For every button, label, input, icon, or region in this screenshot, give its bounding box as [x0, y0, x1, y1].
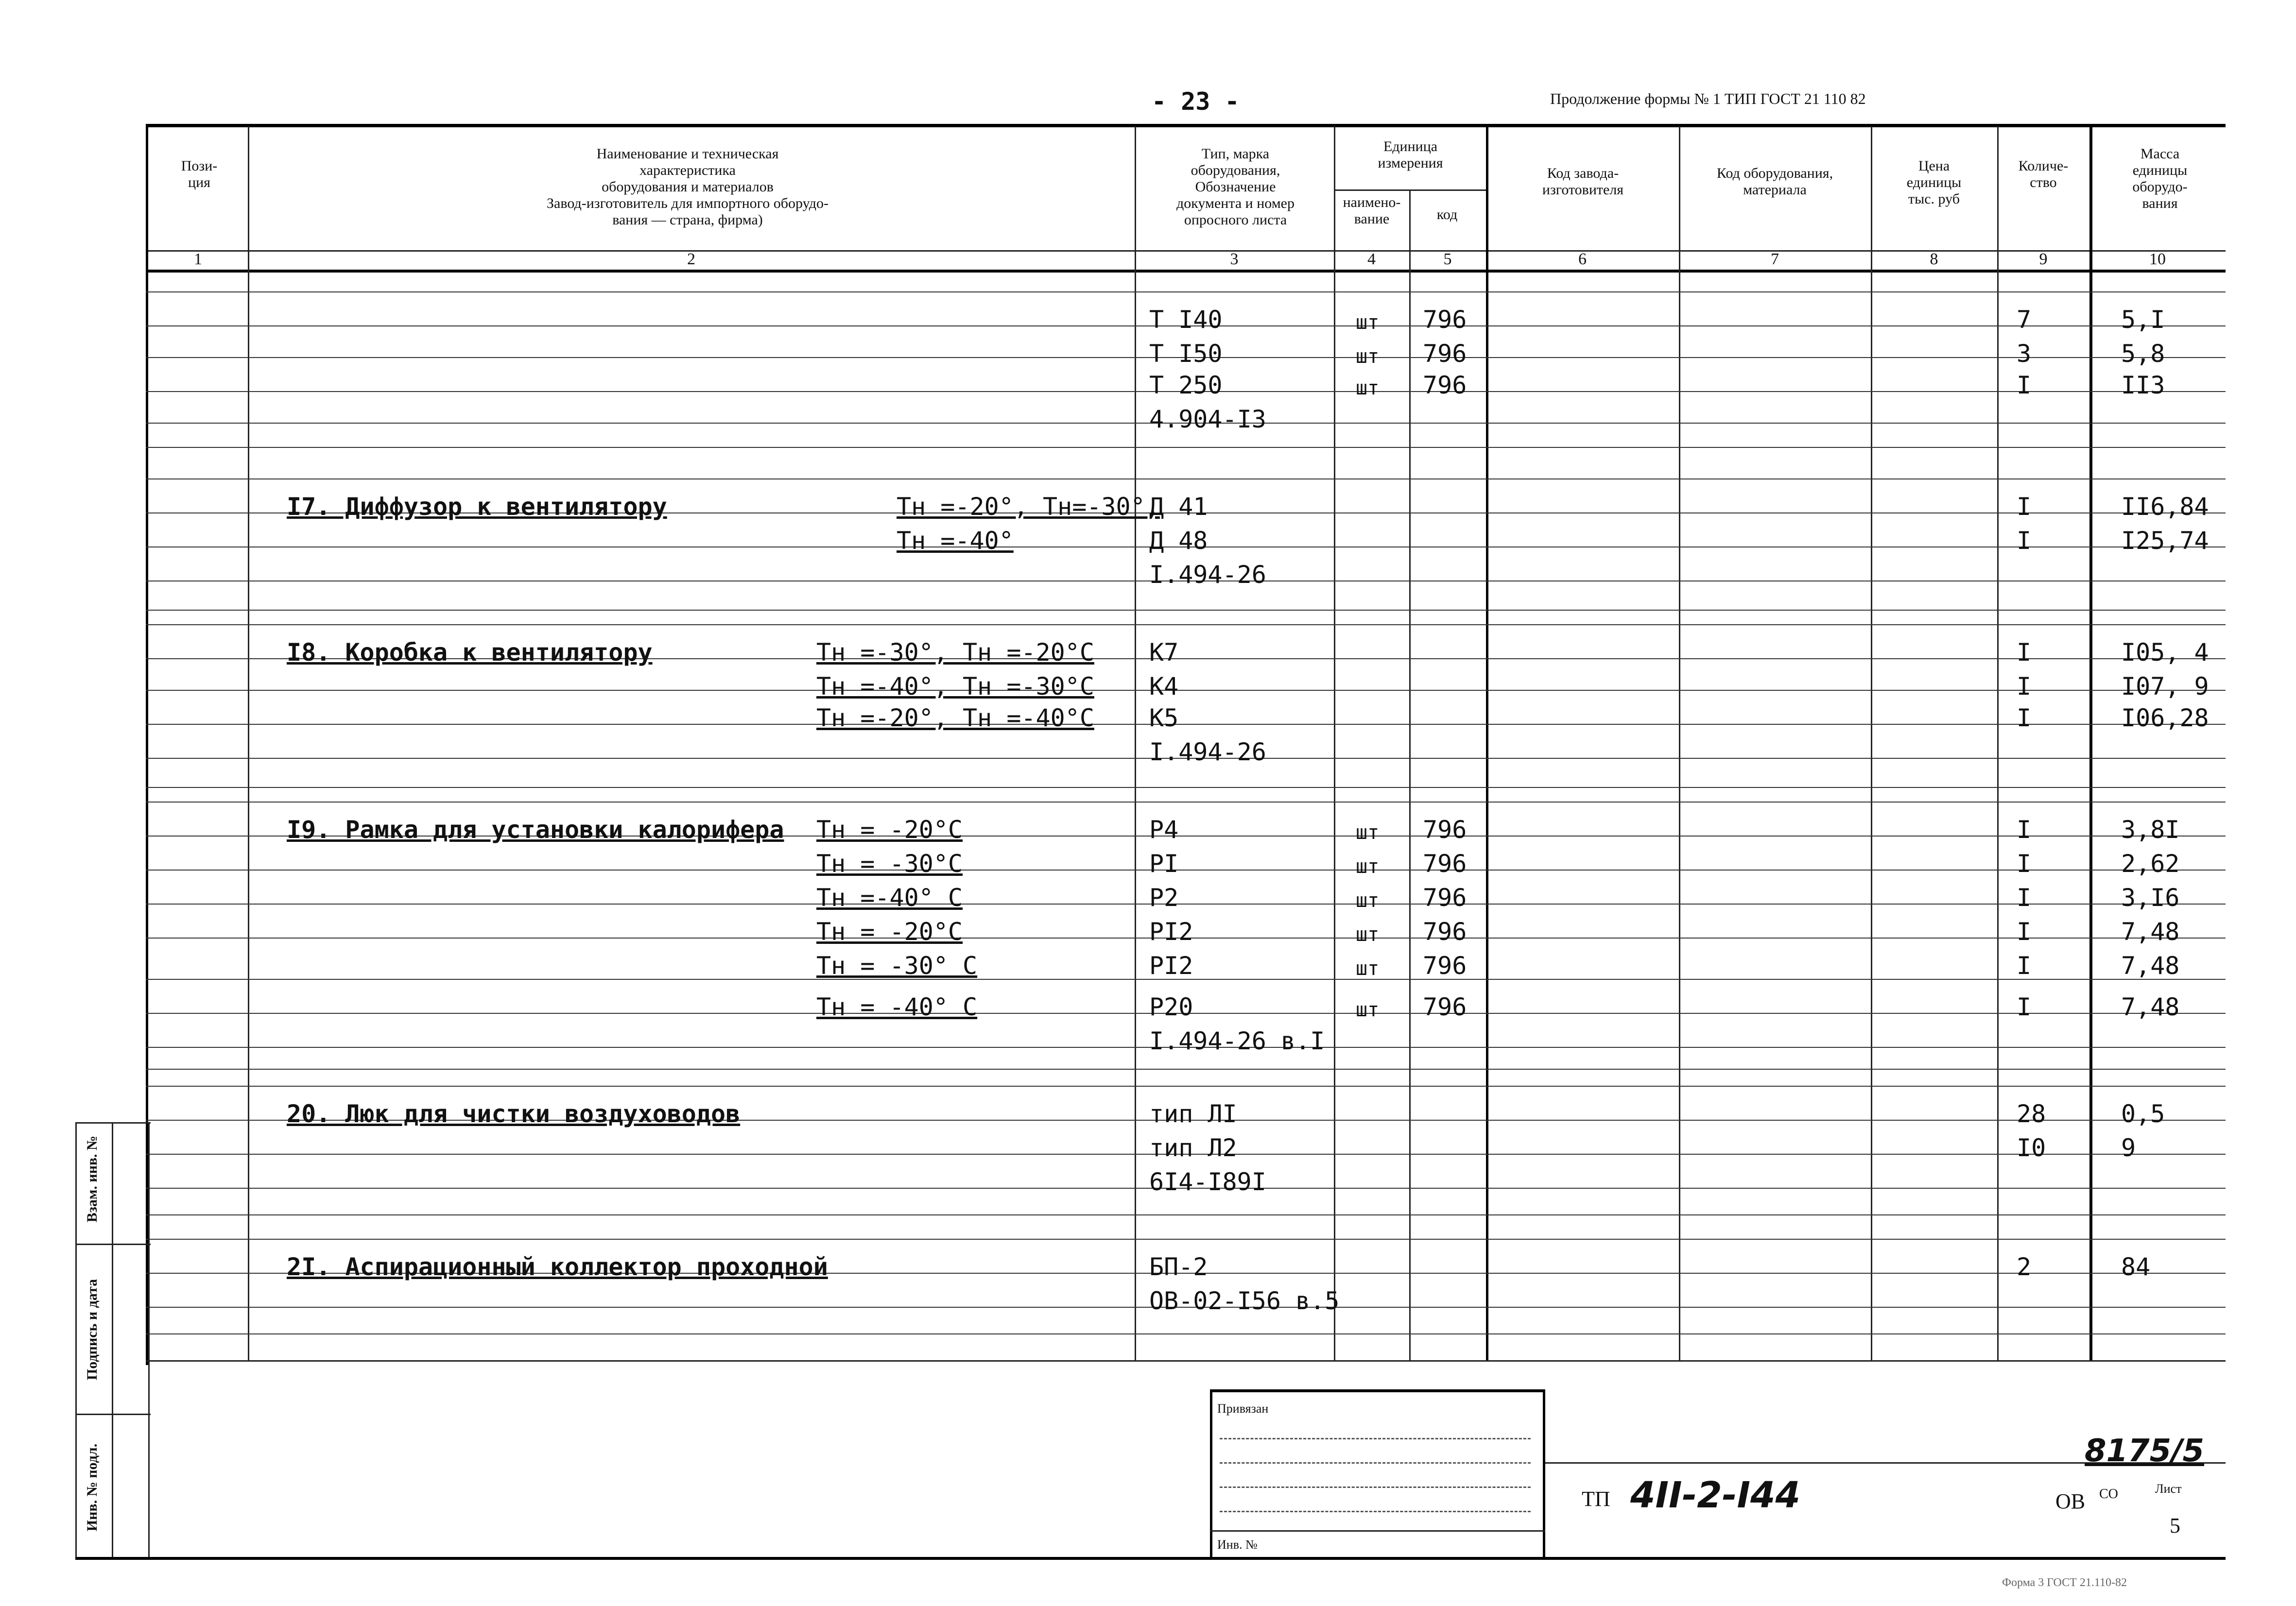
quantity: I: [2017, 493, 2032, 521]
item-type: 4.904-I3: [1149, 405, 1266, 433]
table-row: [146, 406, 2226, 435]
stamp-inv-podl: Инв. № подл.: [84, 1443, 100, 1532]
item-conditions: Тн =-40°: [897, 527, 1014, 555]
item-name: I8. Коробка к вентилятору: [287, 638, 653, 666]
unit-code: 796: [1423, 306, 1467, 334]
unit-name: шт: [1356, 957, 1380, 980]
col-num-8: 8: [1930, 250, 1938, 268]
item-type: Р20: [1149, 993, 1193, 1021]
unit-name: шт: [1356, 999, 1380, 1021]
item-name: 20. Люк для чистки воздуховодов: [287, 1100, 741, 1128]
row-separator: [146, 1239, 2226, 1240]
item-name: I9. Рамка для установки калорифера: [287, 816, 784, 844]
item-type: Р4: [1149, 816, 1179, 844]
unit-mass: I06,28: [2121, 704, 2209, 732]
table-row: [146, 850, 2226, 879]
col-title-1: Пози- ция: [181, 158, 218, 190]
table-row: [146, 306, 2226, 335]
table-row: [146, 1100, 2226, 1129]
item-conditions: Тн = -20°С: [816, 918, 963, 946]
unit-name: шт: [1356, 821, 1380, 844]
quantity: I: [2017, 952, 2032, 980]
quantity: I: [2017, 918, 2032, 946]
side-stamp: [75, 1122, 151, 1559]
table-row: [146, 1287, 2226, 1316]
unit-code: 796: [1423, 816, 1467, 844]
row-separator: [146, 1214, 2226, 1215]
col-title-9: Количе- ство: [2018, 158, 2069, 190]
doc-number: 4II-2-I44: [1630, 1474, 1800, 1516]
form-caption: Продолжение формы № 1 ТИП ГОСТ 21 110 82: [1550, 90, 1866, 107]
row-separator: [146, 787, 2226, 788]
row-separator: [146, 610, 2226, 611]
unit-mass: 84: [2121, 1253, 2151, 1281]
unit-name: шт: [1356, 855, 1380, 878]
item-type: К4: [1149, 672, 1179, 700]
unit-mass: 5,I: [2121, 306, 2165, 334]
item-conditions: Тн = -20°С: [816, 816, 963, 844]
privyazan-inv: Инв. №: [1217, 1538, 1258, 1552]
table-row: [146, 561, 2226, 590]
item-name: I7. Диффузор к вентилятору: [287, 493, 667, 521]
table-row: [146, 918, 2226, 947]
col-num-9: 9: [2039, 250, 2048, 268]
item-type: Т I50: [1149, 340, 1223, 368]
quantity: I0: [2017, 1134, 2046, 1162]
col-title-2: Наименование и техническая характеристика оборудования и материалов Завод-изготовитель для импортного оборудо- вания — страна, фирма): [547, 146, 829, 228]
unit-name: шт: [1356, 923, 1380, 946]
unit-mass: 7,48: [2121, 952, 2180, 980]
col-num-4: 4: [1367, 250, 1376, 268]
item-conditions: Тн =-20°, Тн=-30°,: [897, 493, 1160, 521]
table-row: [146, 1134, 2226, 1163]
col-num-1: 1: [194, 250, 202, 268]
unit-mass: 7,48: [2121, 918, 2180, 946]
item-type: ОВ-02-I56 в.5: [1149, 1287, 1340, 1315]
table-row: [146, 340, 2226, 369]
quantity: I: [2017, 672, 2032, 700]
unit-code: 796: [1423, 340, 1467, 368]
header-bottom-border: [146, 270, 2226, 273]
row-separator: [146, 447, 2226, 448]
col-num-5: 5: [1443, 250, 1452, 268]
item-type: Т 250: [1149, 371, 1223, 399]
table-row: [146, 1027, 2226, 1057]
quantity: I: [2017, 884, 2032, 912]
quantity: 28: [2017, 1100, 2046, 1128]
item-type: К5: [1149, 704, 1179, 732]
col-title-5: код: [1436, 206, 1458, 222]
quantity: I: [2017, 850, 2032, 878]
row-separator: [146, 624, 2226, 625]
table-row: [146, 1168, 2226, 1197]
quantity: 2: [2017, 1253, 2032, 1281]
table-row: [146, 639, 2226, 668]
item-name: 2I. Аспирационный коллектор проходной: [287, 1253, 828, 1281]
table-row: [146, 816, 2226, 845]
privyazan-title: Привязан: [1217, 1401, 1269, 1416]
item-type: Т I40: [1149, 306, 1223, 334]
table-row: [146, 493, 2226, 522]
col-title-6: Код завода- изготовителя: [1542, 165, 1624, 198]
unit-mass: I05, 4: [2121, 638, 2209, 666]
table-bottom-border: [146, 1360, 2226, 1362]
unit-code: 796: [1423, 993, 1467, 1021]
unit-mass: I25,74: [2121, 527, 2209, 555]
item-type: 6I4-I89I: [1149, 1168, 1266, 1196]
privyazan-block: [1210, 1389, 1545, 1557]
unit-mass: I07, 9: [2121, 672, 2209, 700]
item-conditions: Тн = -30° С: [816, 952, 978, 980]
quantity: I: [2017, 993, 2032, 1021]
item-type: Д 48: [1149, 527, 1208, 555]
unit-mass: 9: [2121, 1134, 2136, 1162]
col-title-4: наимено- вание: [1343, 194, 1401, 227]
row-separator: [146, 802, 2226, 803]
col-num-6: 6: [1578, 250, 1587, 268]
item-type: РI: [1149, 850, 1179, 878]
table-row: [146, 884, 2226, 913]
sheet-label: Лист: [2155, 1482, 2182, 1496]
quantity: I: [2017, 638, 2032, 666]
quantity: I: [2017, 704, 2032, 732]
item-type: I.494-26 в.I: [1149, 1027, 1325, 1055]
col-num-10: 10: [2149, 250, 2166, 268]
unit-name: шт: [1356, 311, 1380, 334]
item-type: БП-2: [1149, 1253, 1208, 1281]
col-title-10: Масса единицы оборудо- вания: [2132, 146, 2188, 211]
item-type: тип ЛI: [1149, 1100, 1237, 1128]
unit-mass: 0,5: [2121, 1100, 2165, 1128]
unit-code: 796: [1423, 884, 1467, 912]
title-block: [1545, 1462, 2226, 1559]
sheet-number: 5: [2170, 1514, 2180, 1538]
item-type: I.494-26: [1149, 561, 1266, 589]
unit-name: шт: [1356, 889, 1380, 912]
table-row: [146, 673, 2226, 702]
section-code: ОВ: [2055, 1489, 2086, 1513]
co-label: СО: [2099, 1486, 2118, 1502]
unit-code: 796: [1423, 918, 1467, 946]
item-conditions: Тн =-40° С: [816, 884, 963, 912]
unit-mass: 7,48: [2121, 993, 2180, 1021]
table-row: [146, 993, 2226, 1023]
unit-name: шт: [1356, 377, 1380, 399]
table-row: [146, 527, 2226, 556]
row-separator: [146, 291, 2226, 292]
item-type: I.494-26: [1149, 738, 1266, 766]
quantity: I: [2017, 527, 2032, 555]
archive-number: 8175/5: [2085, 1433, 2205, 1469]
col-num-3: 3: [1230, 250, 1239, 268]
unit-mass: 2,62: [2121, 850, 2180, 878]
unit-name: шт: [1356, 345, 1380, 368]
col-num-2: 2: [687, 250, 695, 268]
table-row: [146, 1253, 2226, 1282]
item-type: Р2: [1149, 884, 1179, 912]
unit-mass: II6,84: [2121, 493, 2209, 521]
unit-group-divider: [1334, 189, 1486, 191]
table-row: [146, 372, 2226, 401]
unit-code: 796: [1423, 371, 1467, 399]
quantity: 3: [2017, 340, 2032, 368]
col-title-7: Код оборудования, материала: [1716, 165, 1833, 198]
row-separator: [146, 1069, 2226, 1070]
stamp-podpis-data: Подпись и дата: [84, 1279, 100, 1381]
table-row: [146, 952, 2226, 981]
unit-code: 796: [1423, 850, 1467, 878]
table-row: [146, 738, 2226, 768]
unit-mass: II3: [2121, 371, 2165, 399]
item-type: К7: [1149, 638, 1179, 666]
quantity: I: [2017, 371, 2032, 399]
row-separator: [146, 1333, 2226, 1334]
item-conditions: Тн =-40°, Тн =-30°С: [816, 672, 1094, 700]
doc-prefix: ТП: [1582, 1487, 1610, 1511]
item-conditions: Тн =-20°, Тн =-40°С: [816, 704, 1094, 732]
item-type: Д 41: [1149, 493, 1208, 521]
unit-group-title: Единица измерения: [1378, 138, 1443, 171]
item-type: РI2: [1149, 918, 1193, 946]
item-type: РI2: [1149, 952, 1193, 980]
page-number: - 23 -: [1152, 87, 1240, 116]
col-title-8: Цена единицы тыс. руб: [1906, 158, 1962, 207]
table-row: [146, 704, 2226, 734]
footer-note: Форма 3 ГОСТ 21.110-82: [2002, 1576, 2127, 1589]
row-separator: [146, 1086, 2226, 1087]
quantity: 7: [2017, 306, 2032, 334]
item-conditions: Тн =-30°, Тн =-20°С: [816, 638, 1094, 666]
quantity: I: [2017, 816, 2032, 844]
item-conditions: Тн = -30°С: [816, 850, 963, 878]
unit-mass: 5,8: [2121, 340, 2165, 368]
row-separator: [146, 478, 2226, 479]
item-type: тип Л2: [1149, 1134, 1237, 1162]
unit-mass: 3,8I: [2121, 816, 2180, 844]
col-num-7: 7: [1771, 250, 1779, 268]
unit-mass: 3,I6: [2121, 884, 2180, 912]
unit-code: 796: [1423, 952, 1467, 980]
table-top-border: [146, 124, 2226, 127]
item-conditions: Тн = -40° С: [816, 993, 978, 1021]
col-title-3: Тип, марка оборудования, Обозначение документа и номер опросного листа: [1176, 146, 1295, 228]
stamp-vzam-inv: Взам. инв. №: [84, 1135, 100, 1223]
